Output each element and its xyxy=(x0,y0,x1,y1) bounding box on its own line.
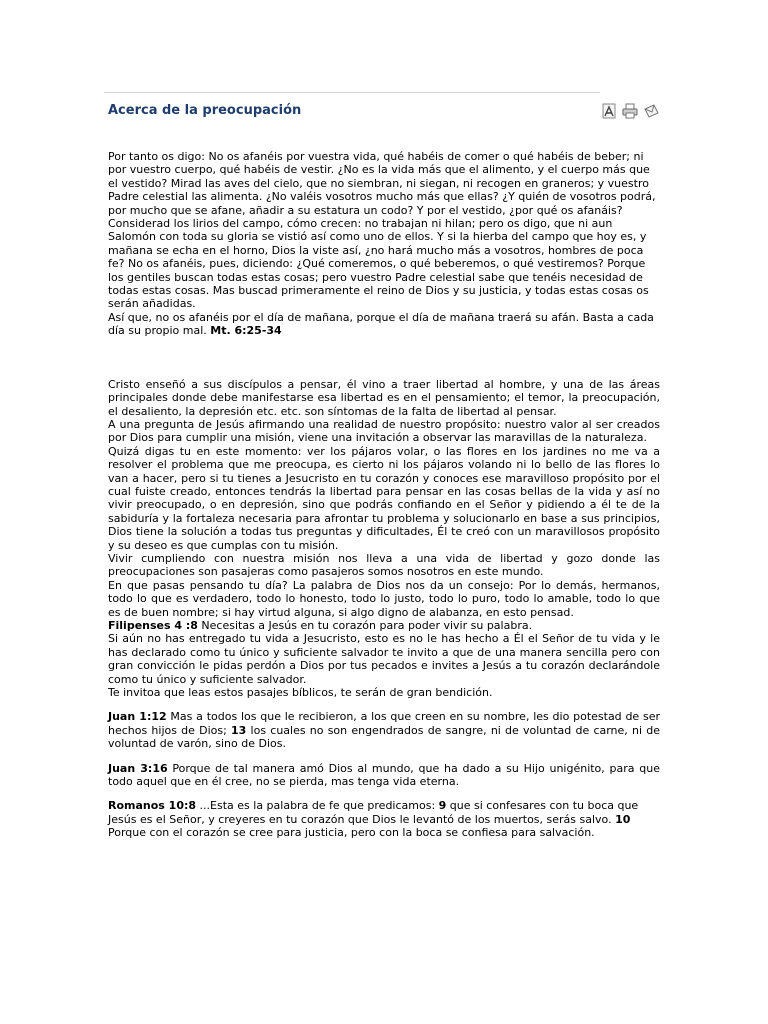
article-toolbar xyxy=(600,102,660,120)
paragraph: En que pasas pensando tu día? La palabra de Dios nos da un consejo: Por lo demás, hermanos, todo lo que es verdadero, todo lo honesto, todo lo justo, todo lo puro, todo lo amable, todo lo que es de buen nombre; si hay virtud alguna, si algo digno de alabanza, en esto pensad. xyxy=(108,578,660,619)
verse-reference: Mt. 6:25-34 xyxy=(210,324,282,338)
paragraph: A una pregunta de Jesús afirmando una realidad de nuestro propósito: nuestro valor al ser creados por Dios para cumplir una misión, viene una invitación a observar las maravillas de la naturaleza. xyxy=(108,417,660,445)
opening-verse xyxy=(108,150,660,338)
passage-juan-3-16 xyxy=(108,762,660,789)
verse-number: 10 xyxy=(615,812,631,826)
passage-text: Mas a todos los que le recibieron, a los que creen en su nombre, les dio potestad de ser hechos hijos de Dios; xyxy=(108,710,660,737)
passage-text: ...Esta es la palabra de fe que predicamos: xyxy=(196,799,439,813)
article-body xyxy=(108,150,660,840)
paragraph: Necesitas a Jesús en tu corazón para poder vivir su palabra. xyxy=(197,619,533,632)
passage-reference: Romanos 10:8 xyxy=(108,799,197,813)
paragraph: Vivir cumpliendo con nuestra misión nos lleva a una vida de libertad y gozo donde las preocupaciones son pasajeras como pasajeros somos nosotros en este mundo. xyxy=(108,551,660,579)
passage-text: los cuales no son engendrados de sangre, ni de voluntad de carne, ni de voluntad de varón, sino de Dios. xyxy=(108,723,660,751)
paragraph: Si aún no has entregado tu vida a Jesucristo, esto es no le has hecho a Él el Señor de tu vida y le has declarado como tu único y suficiente salvador te invito a que de una manera sencilla pero con gran convicción le pidas perdón a Dios por tus pecados e invites a Jesús a tu corazón declarándole como tu único y suficiente salvador. xyxy=(108,632,660,686)
paragraph: Te invitoa que leas estos pasajes bíblicos, te serán de gran bendición. xyxy=(108,686,493,700)
paragraph: Cristo enseñó a sus discípulos a pensar, él vino a traer libertad al hombre, y una de las áreas principales donde debe manifestarse esa libertad es en el pensamiento; el temor, la preocupación, el desaliento, la depresión etc. etc. son síntomas de la falta de libertad al pensar. xyxy=(108,377,660,418)
print-icon[interactable] xyxy=(621,102,639,120)
passage-reference: Juan 3:16 xyxy=(108,761,168,775)
passage-reference: Juan 1:12 xyxy=(108,710,167,724)
email-icon[interactable] xyxy=(642,102,660,120)
passage-text: que si confesares con tu boca que Jesús es el Señor, y creyeres en tu corazón que Dios le levantó de los muertos, serás salvo. xyxy=(108,799,639,826)
passage-romanos-10-8 xyxy=(108,799,660,839)
page-title: Acerca de la preocupación xyxy=(108,103,302,118)
passage-text: Porque de tal manera amó Dios al mundo, que ha dado a su Hijo unigénito, para que todo aquel que en él cree, no se pierda, mas tenga vida eterna. xyxy=(108,761,660,789)
reflection-text xyxy=(108,378,660,700)
paragraph: Quizá digas tu en este momento: ver los pájaros volar, o las flores en los jardines no me va a resolver el problema que me preocupa, es cierto ni los pájaros volando ni lo bello de las flores lo van a hacer, pero si tu tienes a Jesucristo en tu corazón y conoces ese maravilloso propósito por el cual fuiste creado, entonces tendrás la libertad para pensar en las cosas bellas de la vida y así no vivir preocupado, o en depresión, sino que podrás confiando en el Señor y pidiendo a él te de la sabiduría y la fortaleza necesaria para afrontar tu problema y solucionarlo en base a sus principios, Dios tiene la solución a todas tus preguntas y dificultades, Él te creó con un maravillosos propósito y su deseo es que cumplas con tu misión. xyxy=(108,444,660,552)
header-divider xyxy=(104,92,600,93)
verse-conclusion: Así que, no os afanéis por el día de mañana, porque el día de mañana traerá su afán. Basta a cada día su propio mal. xyxy=(108,310,654,338)
verse-number: 13 xyxy=(231,723,247,737)
passage-text: Porque con el corazón se cree para justicia, pero con la boca se confiesa para salvación. xyxy=(108,826,595,840)
passage-juan-1-12 xyxy=(108,710,660,750)
verse-number: 9 xyxy=(438,799,447,813)
scripture-reference: Filipenses 4 :8 xyxy=(108,619,198,632)
pdf-icon[interactable] xyxy=(600,102,618,120)
verse-text: Por tanto os digo: No os afanéis por vuestra vida, qué habéis de comer o qué habéis de beber; ni por vuestro cuerpo, qué habéis de vestir. ¿No es la vida más que el alimento, y el cuerpo más que el vestido? Mirad las aves del cielo, que no siembran, ni siegan, ni recogen en graneros; y vuestro Padre celestial las alimenta. ¿No valéis vosotros mucho más que ellas? ¿Y quién de vosotros podrá, por mucho que se afane, añadir a su estatura un codo? Y por el vestido, ¿por qué os afanáis? Considerad los lirios del campo, cómo crecen: no trabajan ni hilan; pero os digo, que ni aun Salomón con toda su gloria se vistió así como uno de ellos. Y si la hierba del campo que hoy es, y mañana se echa en el horno, Dios la viste así, ¿no hará mucho más a vosotros, hombres de poca fe? No os afanéis, pues, diciendo: ¿Qué comeremos, o qué beberemos, o qué vestiremos? Porque los gentiles buscan todas estas cosas; pero vuestro Padre celestial sabe que tenéis necesidad de todas estas cosas. Mas buscad primeramente el reino de Dios y su justicia, y todas estas cosas os serán añadidas. xyxy=(108,150,656,311)
